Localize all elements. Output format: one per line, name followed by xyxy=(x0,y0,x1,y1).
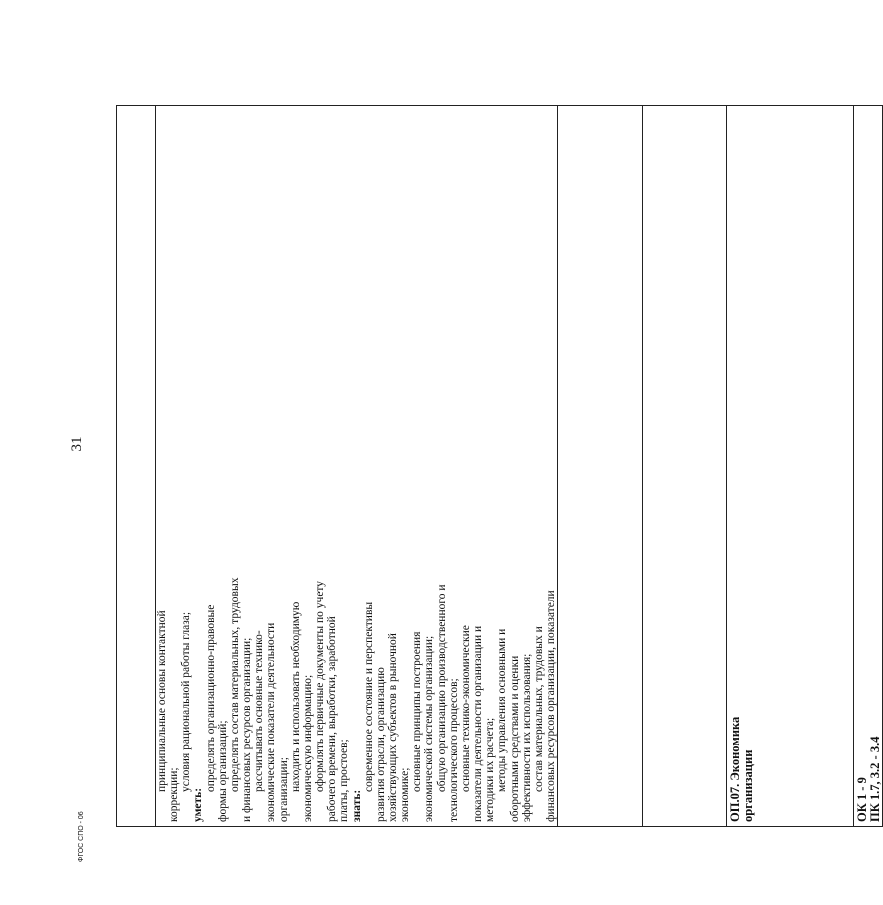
footer-label: ФГОС СПО - 06 xyxy=(78,811,85,862)
text-line: экономические показатели деятельности xyxy=(265,622,278,822)
table-cell-hours xyxy=(643,106,727,827)
curriculum-table-frame xyxy=(116,105,883,827)
text-line: знать: xyxy=(350,789,363,822)
text-line: находить и использовать необходимую xyxy=(289,601,302,792)
table-row xyxy=(643,106,727,827)
text-line: оборотными средствами и оценки xyxy=(508,655,521,822)
text-line: формы организаций; xyxy=(216,720,229,822)
text-line: показатели деятельности организации и xyxy=(472,625,485,822)
table-row xyxy=(117,106,156,827)
text-line: принципиальные основы контактной xyxy=(156,610,168,792)
text-line: общую организацию производственного и xyxy=(435,584,448,792)
text-line: рассчитывать основные технико- xyxy=(253,630,266,792)
curriculum-table xyxy=(116,105,883,827)
text-line: оформлять первичные документы по учету xyxy=(314,580,327,792)
table-cell-discipline xyxy=(727,106,854,827)
text-line: коррекции; xyxy=(168,767,181,822)
table-row xyxy=(156,106,558,827)
text-line: платы, простоев; xyxy=(338,739,351,822)
text-line: основные принципы построения xyxy=(411,631,424,792)
text-line: технологического процессов; xyxy=(447,678,460,822)
text-line: условия рациональной работы глаза; xyxy=(180,611,193,792)
text-line: ОП.07. Экономика xyxy=(728,716,743,822)
table-row xyxy=(558,106,643,827)
text-line: современное состояние и перспективы xyxy=(362,601,375,792)
text-line: хозяйствующих субъектов в рыночной xyxy=(386,633,399,822)
table-cell-index xyxy=(117,106,156,827)
text-line: экономике; xyxy=(399,767,412,822)
text-line: методики их расчета; xyxy=(484,717,497,822)
table-cell-competences xyxy=(854,106,883,827)
table-cell-content xyxy=(156,106,558,827)
text-line: экономической системы организации; xyxy=(423,635,436,822)
text-line: организации xyxy=(741,749,756,822)
table-cell-hours-max xyxy=(558,106,643,827)
table-row xyxy=(854,106,883,827)
text-line: определять организационно-правовые xyxy=(204,604,217,792)
text-line: и финансовых ресурсов организации; xyxy=(241,637,254,822)
text-line: уметь: xyxy=(192,787,205,822)
page-number: 31 xyxy=(69,436,85,452)
text-line: развития отрасли, организацию xyxy=(374,667,387,822)
text-line: финансовых ресурсов организации, показатели xyxy=(545,590,557,822)
text-line: эффективности их использования; xyxy=(520,653,533,822)
text-line: рабочего времени, выработки, заработной xyxy=(326,616,339,822)
text-line: экономическую информацию; xyxy=(301,674,314,822)
text-line: определять состав материальных, трудовых xyxy=(228,577,241,792)
text-line: состав материальных, трудовых и xyxy=(532,626,545,792)
table-row xyxy=(727,106,854,827)
text-line: методы управления основными и xyxy=(496,628,509,792)
text-line: ОК 1 - 9 xyxy=(855,777,870,822)
text-line: организации; xyxy=(277,757,290,822)
text-line: основные технико-экономические xyxy=(459,625,472,792)
text-line: ПК 1.7, 3.2 - 3.4 xyxy=(868,736,883,822)
